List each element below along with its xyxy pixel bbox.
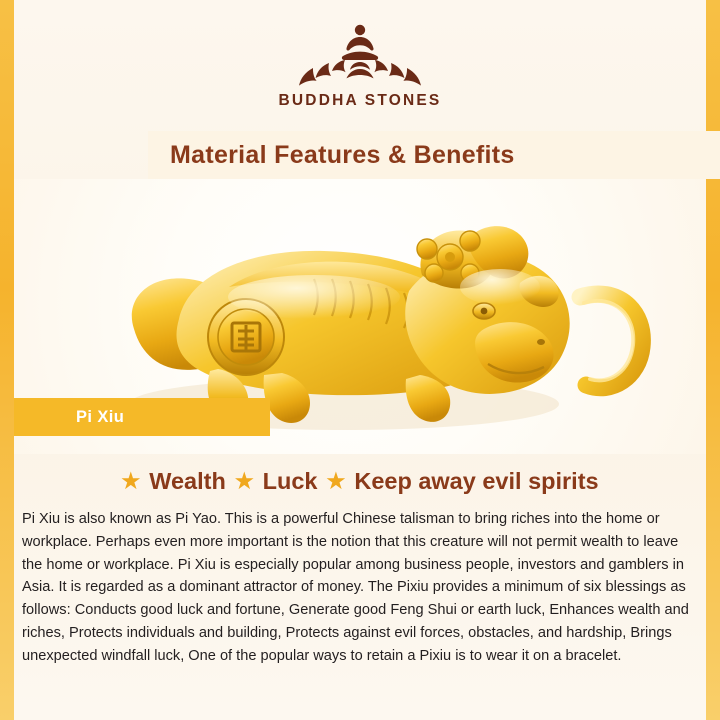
star-icon: ★ xyxy=(234,470,254,493)
brand-name: BUDDHA STONES xyxy=(278,92,442,109)
benefits-headline xyxy=(14,468,706,495)
lotus-meditation-icon xyxy=(285,16,435,88)
section-title-band xyxy=(148,131,720,179)
star-icon: ★ xyxy=(326,470,346,493)
star-icon: ★ xyxy=(121,470,141,493)
brand-header xyxy=(14,0,706,132)
page-title: Material Features & Benefits xyxy=(170,140,515,169)
benefit-item-luck: Luck xyxy=(262,468,318,494)
benefit-item-wealth: Wealth xyxy=(149,468,226,494)
left-gold-bar xyxy=(0,0,14,720)
benefit-item-evil-spirits: Keep away evil spirits xyxy=(354,468,599,494)
right-gold-bar xyxy=(706,0,720,720)
description-paragraph: Pi Xiu is also known as Pi Yao. This is a powerful Chinese talisman to bring riches into the home or workplace. Perhaps even more important is the notion that this creature will not permit wealth to leave the home or workplace. Pi Xiu is especially popular among business people, investors and gamblers in Asia. It is regarded as a dominant attractor of money. The Pixiu provides a minimum of six blessings as follows: Conducts good luck and fortune, Generate good Feng Shui or earth luck, Enhances wealth and riches, Protects individuals and building, Protects against evil forces, obstacles, and hardship, Brings unexpected windfall luck, One of the popular ways to retain a Pixiu is to wear it on a bracelet. xyxy=(22,511,689,664)
image-caption: Pi Xiu xyxy=(14,398,270,436)
